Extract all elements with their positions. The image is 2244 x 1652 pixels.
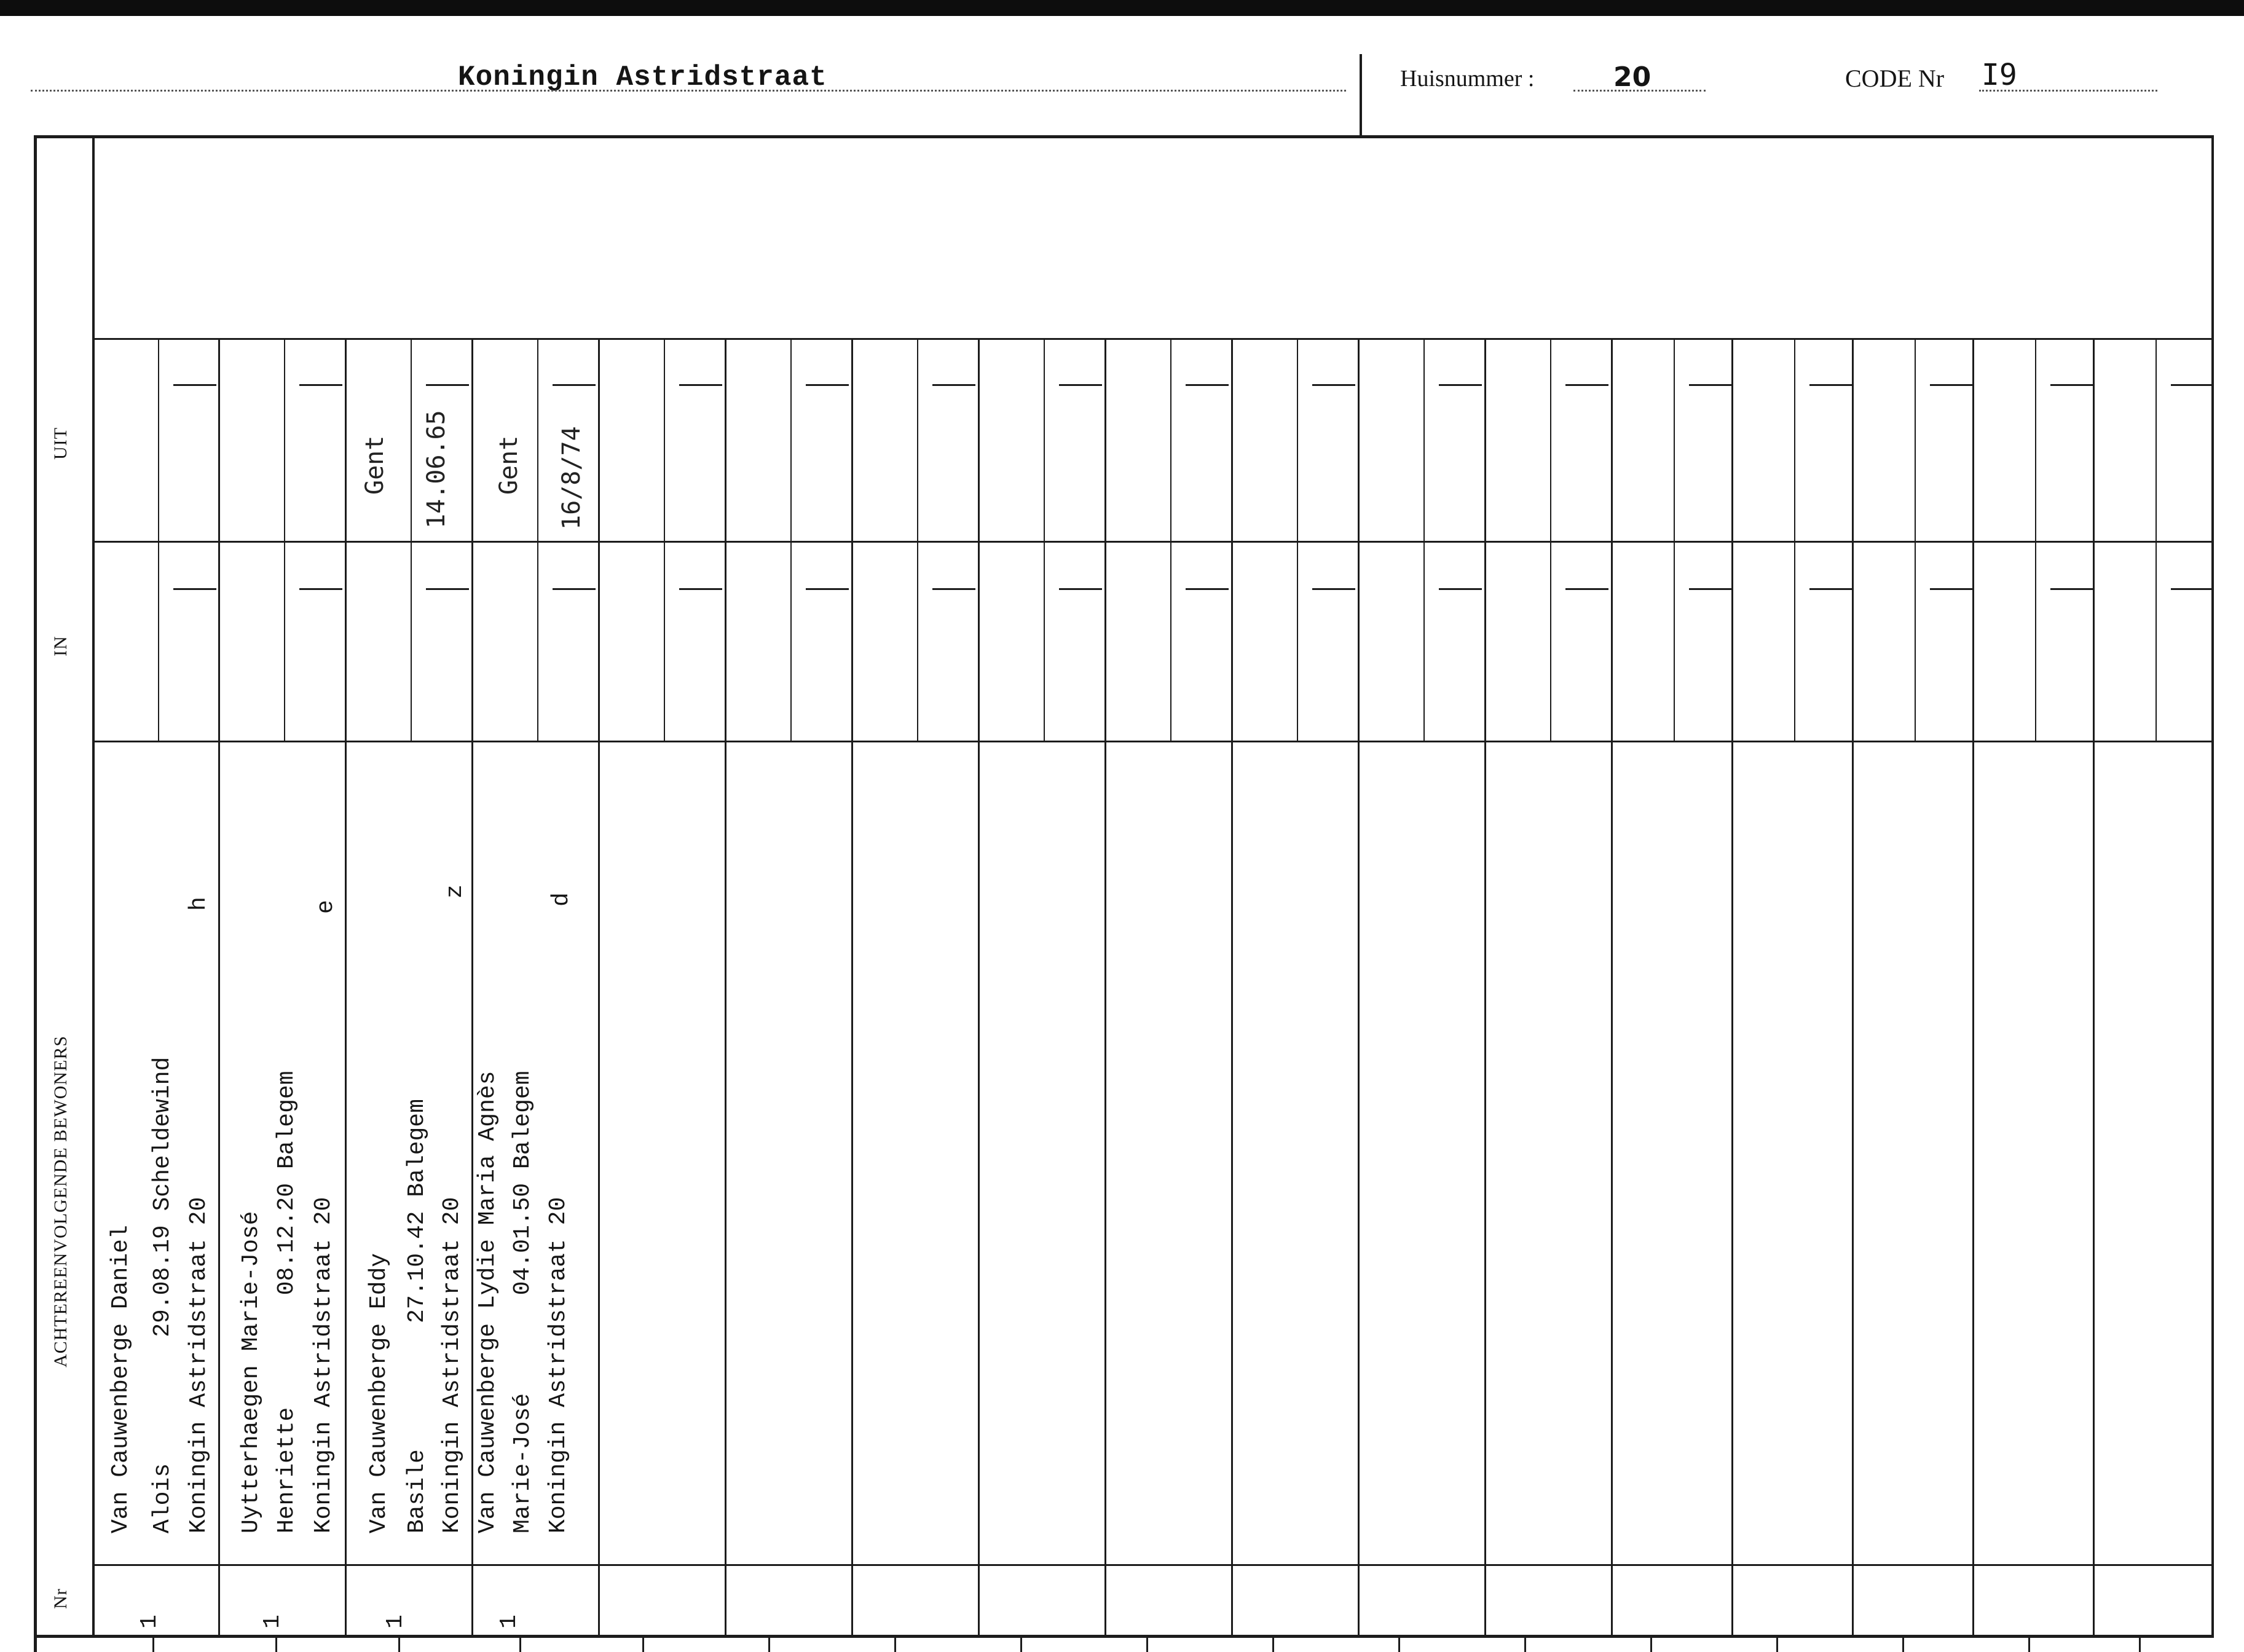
nr-top-rule (92, 1564, 2214, 1566)
bottom-tick-15 (1902, 1635, 1904, 1652)
resident-4-line-3: Koningin Astridstraat 20 (545, 1197, 572, 1533)
resident-column-divider-10 (1358, 338, 1360, 1635)
resident-3-uit-date: 14.06.65 (422, 410, 451, 529)
uit-in-subcolumn-1 (158, 338, 159, 741)
in-dash-6 (806, 588, 849, 590)
uit-dash-16 (2050, 384, 2093, 386)
resident-2-line-3: Koningin Astridstraat 20 (310, 1197, 337, 1533)
resident-column-divider-11 (1484, 338, 1486, 1635)
resident-2-letter: e (313, 900, 339, 914)
bottom-tick-12 (1524, 1635, 1526, 1652)
resident-column-divider-8 (1104, 338, 1106, 1635)
bewoners-top-rule (92, 741, 2214, 742)
resident-1-letter: h (186, 897, 212, 911)
uit-in-subcolumn-16 (2035, 338, 2036, 741)
street-name: Koningin Astridstraat (458, 61, 827, 93)
table-right-border (2211, 135, 2214, 1638)
bottom-tick-10 (1272, 1635, 1274, 1652)
in-dash-11 (1439, 588, 1482, 590)
uit-in-subcolumn-10 (1297, 338, 1298, 741)
code-dotted-line (1979, 90, 2157, 92)
uit-in-subcolumn-13 (1674, 338, 1675, 741)
resident-column-divider-14 (1852, 338, 1854, 1635)
resident-column-divider-5 (725, 338, 726, 1635)
resident-4-line-1: Van Cauwenberge Lydie Maria Agnès (474, 1071, 501, 1533)
bottom-tick-17 (2139, 1635, 2141, 1652)
resident-3-nr: 1 (382, 1615, 409, 1629)
bottom-tick-16 (2028, 1635, 2030, 1652)
resident-column-divider-7 (978, 338, 980, 1635)
in-section-label: IN (50, 635, 71, 656)
bottom-tick-4 (519, 1635, 521, 1652)
uit-dash-5 (679, 384, 722, 386)
in-dash-13 (1689, 588, 1732, 590)
uit-in-subcolumn-4 (537, 338, 538, 741)
code-label: CODE Nr (1845, 65, 1945, 92)
uit-in-subcolumn-14 (1794, 338, 1795, 741)
uit-in-subcolumn-5 (664, 338, 665, 741)
in-dash-12 (1565, 588, 1608, 590)
table-left-border (34, 135, 37, 1652)
resident-column-divider-15 (1972, 338, 1974, 1635)
bottom-tick-8 (1020, 1635, 1022, 1652)
resident-1-nr: 1 (136, 1615, 163, 1629)
uit-dash-4 (553, 384, 596, 386)
bottom-tick-14 (1776, 1635, 1778, 1652)
resident-1-line-3: Koningin Astridstraat 20 (186, 1197, 212, 1533)
in-dash-2 (299, 588, 342, 590)
uit-dash-1 (173, 384, 216, 386)
huisnummer-label: Huisnummer : (1400, 66, 1535, 92)
uit-dash-11 (1439, 384, 1482, 386)
in-dash-17 (2171, 588, 2214, 590)
uit-dash-2 (299, 384, 342, 386)
resident-1-line-1: Van Cauwenberge Daniel (108, 1225, 134, 1533)
top-black-band (0, 0, 2244, 16)
resident-4-uit-place: Gent (495, 435, 523, 495)
in-dash-16 (2050, 588, 2093, 590)
uit-section-label: UIT (50, 427, 71, 460)
in-dash-10 (1312, 588, 1355, 590)
resident-3-line-2: Basile 27.10.42 Balegem (404, 1099, 430, 1533)
resident-column-divider-2 (345, 338, 347, 1635)
bewoners-section-label: ACHTEREENVOLGENDE BEWONERS (50, 1035, 71, 1367)
uit-dash-7 (932, 384, 975, 386)
code-value: I9 (1982, 58, 2017, 92)
uit-dash-14 (1809, 384, 1852, 386)
resident-4-uit-date: 16/8/74 (557, 426, 586, 530)
resident-column-divider-1 (218, 338, 220, 1635)
table-top-border (34, 135, 2214, 138)
resident-column-divider-3 (471, 338, 473, 1635)
resident-4-line-2: Marie-José 04.01.50 Balegem (510, 1071, 536, 1533)
uit-dash-9 (1186, 384, 1229, 386)
uit-in-subcolumn-6 (790, 338, 792, 741)
huisnummer-dotted-line (1573, 90, 1706, 92)
in-dash-1 (173, 588, 216, 590)
bottom-tick-5 (642, 1635, 644, 1652)
resident-column-divider-4 (598, 338, 600, 1635)
in-dash-8 (1059, 588, 1102, 590)
bottom-tick-9 (1146, 1635, 1148, 1652)
label-column-divider (92, 135, 95, 1635)
bottom-tick-13 (1650, 1635, 1652, 1652)
in-dash-5 (679, 588, 722, 590)
in-dash-4 (553, 588, 596, 590)
header-divider (1360, 54, 1362, 135)
uit-dash-6 (806, 384, 849, 386)
uit-dash-3 (426, 384, 469, 386)
resident-column-divider-13 (1731, 338, 1733, 1635)
bottom-tick-1 (152, 1635, 154, 1652)
uit-dash-13 (1689, 384, 1732, 386)
resident-2-nr: 1 (259, 1615, 286, 1629)
resident-3-uit-place: Gent (361, 435, 389, 495)
resident-2-line-1: Uytterhaegen Marie-José (238, 1211, 264, 1533)
uit-in-subcolumn-8 (1044, 338, 1045, 741)
street-dotted-line (31, 90, 1346, 92)
uit-dash-8 (1059, 384, 1102, 386)
bottom-tick-3 (398, 1635, 400, 1652)
uit-dash-15 (1930, 384, 1973, 386)
nr-section-label: Nr (50, 1588, 71, 1609)
resident-2-line-2: Henriette 08.12.20 Balegem (274, 1071, 300, 1533)
resident-4-nr: 1 (496, 1615, 522, 1629)
uit-in-subcolumn-2 (284, 338, 285, 741)
table-bottom-border (34, 1635, 2214, 1638)
huisnummer-value: 20 (1613, 61, 1652, 93)
uit-in-subcolumn-15 (1915, 338, 1916, 741)
resident-3-line-3: Koningin Astridstraat 20 (439, 1197, 465, 1533)
resident-1-line-2: Alois 29.08.19 Scheldewind (149, 1056, 176, 1533)
in-dash-3 (426, 588, 469, 590)
bottom-tick-2 (275, 1635, 277, 1652)
resident-column-divider-6 (851, 338, 853, 1635)
uit-in-subcolumn-12 (1550, 338, 1551, 741)
uit-dash-10 (1312, 384, 1355, 386)
uit-in-subcolumn-3 (411, 338, 412, 741)
resident-column-divider-12 (1611, 338, 1613, 1635)
uit-in-subcolumn-9 (1170, 338, 1171, 741)
bottom-tick-11 (1398, 1635, 1400, 1652)
resident-3-letter: z (442, 884, 468, 899)
uit-in-subcolumn-7 (917, 338, 918, 741)
uit-in-subcolumn-17 (2155, 338, 2157, 741)
resident-column-divider-9 (1231, 338, 1233, 1635)
resident-4-letter: d (548, 892, 575, 907)
uit-in-subcolumn-11 (1423, 338, 1425, 741)
in-dash-15 (1930, 588, 1973, 590)
in-dash-14 (1809, 588, 1852, 590)
uit-dash-12 (1565, 384, 1608, 386)
uit-dash-17 (2171, 384, 2214, 386)
bottom-tick-7 (894, 1635, 896, 1652)
in-dash-7 (932, 588, 975, 590)
resident-column-divider-16 (2093, 338, 2095, 1635)
bottom-tick-6 (768, 1635, 770, 1652)
in-dash-9 (1186, 588, 1229, 590)
resident-3-line-1: Van Cauwenberge Eddy (366, 1253, 392, 1533)
